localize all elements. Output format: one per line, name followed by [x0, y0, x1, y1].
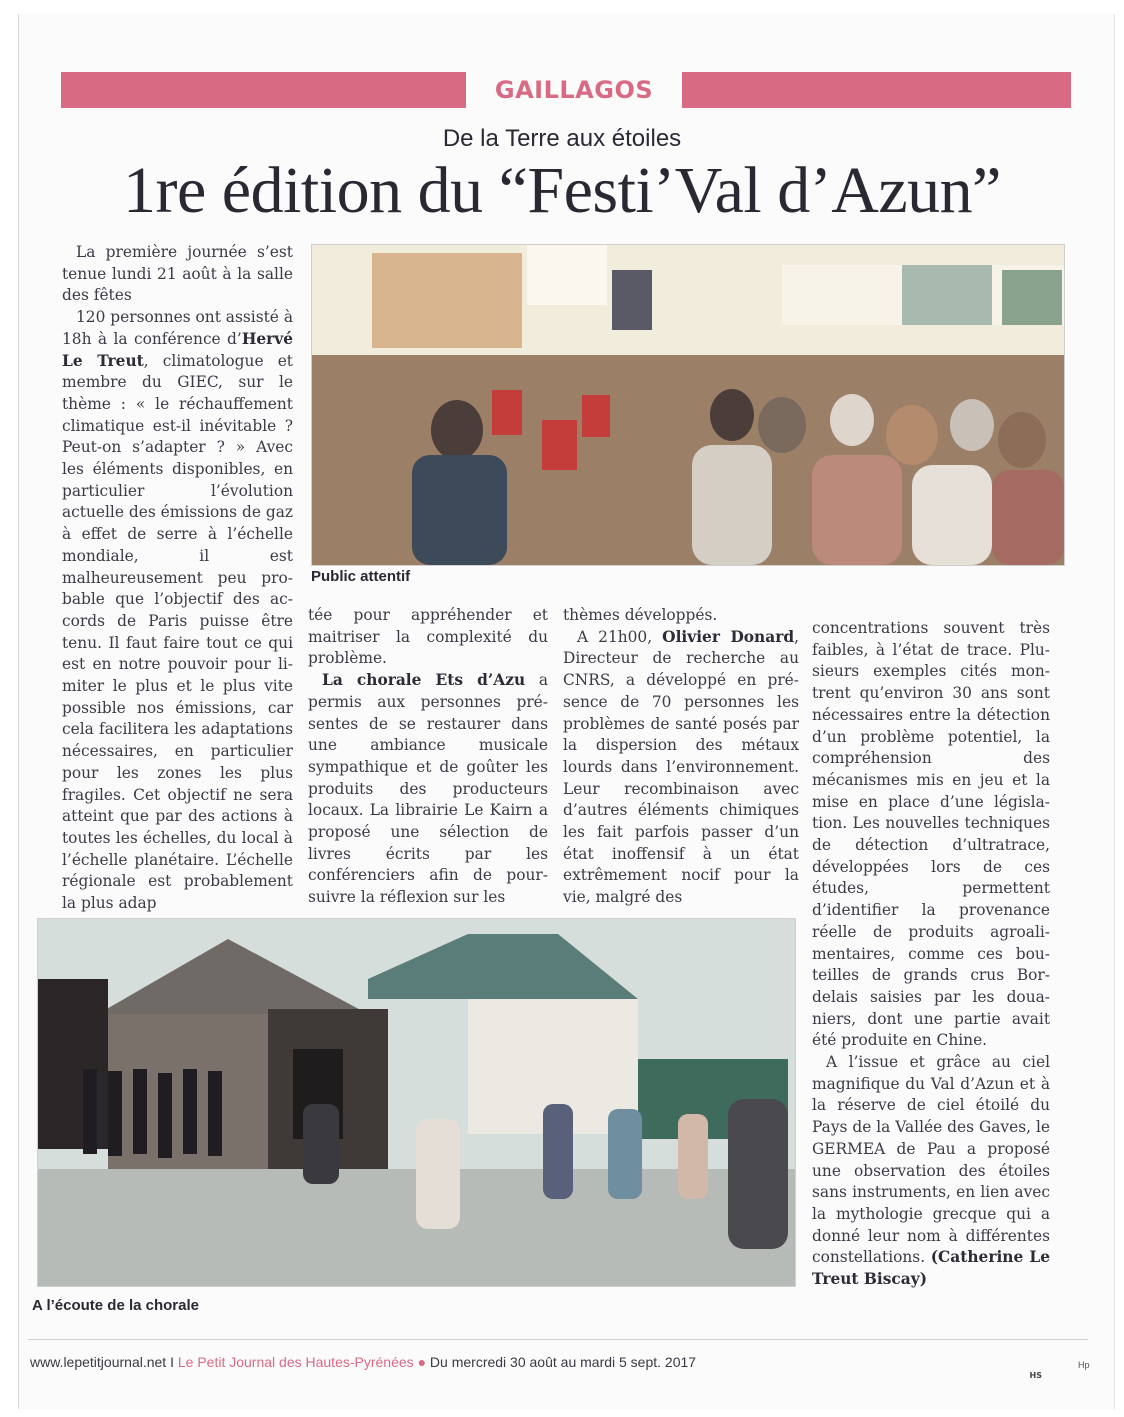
article-column-2	[308, 605, 548, 909]
page-footer	[30, 1354, 696, 1370]
photo-choir-image	[38, 919, 795, 1286]
paragraph-5: A l’issue et grâce au ciel magnifique du Val d’Azun et à la réserve de ciel étoilé du Pays de la Vallée des Gaves, le GERMEA de Pau a proposé une observation des étoiles sans instruments, en lien avec la mythologie grecque qui a donné leur nom à différentes constellations. (Catherine Le Treut Biscay)	[812, 1053, 1050, 1289]
researcher-name: Olivier Donard	[662, 627, 795, 646]
paragraph-4: A 21h00, Olivier Donard, Directeur de recherche au CNRS, a développé en présence de 70 personnes les problèmes de santé posés par la dispersion des métaux lourds dans l’environnement. Leur recombinaison avec d’autres éléments chimiques les fait parfois passer d’un état inoffensif à un état extrêmement nocif pour la vie, malgré des	[563, 627, 799, 907]
choir-name: La chorale Ets d’Azu	[322, 671, 526, 690]
photo-audience-image	[312, 245, 1064, 565]
footer-dates: Du mercredi 30 août au mardi 5 sept. 2017	[429, 1354, 697, 1370]
paragraph-3: La chorale Ets d’Azu a permis aux personnes présentes de se restaurer dans une ambiance musicale sympathique et de goûter les produits des producteurs locaux. La librairie Le Kairn a proposé une sélection de livres écrits par les conférenciers afin de poursuivre la réflexion sur les	[308, 671, 548, 907]
article-column-4	[812, 618, 1050, 1291]
section-bar-left	[61, 72, 466, 108]
paragraph-3-continued: thèmes développés.	[563, 606, 718, 624]
photo-audience-caption: Public attentif	[311, 568, 411, 585]
paragraph-4-continued: concentrations souvent très faibles, à l’état de trace. Plusieurs exemples cités montrent qu’environ 30 ans sont nécessaires entre la détection d’un problème potentiel, la compréhension des mécanismes mis en jeu et la mise en place d’une législation. Les nouvelles techniques de détection d’ultratrace, développées lors de ces études, permettent d’identifier la provenance réelle de produits agroalimentaires, comme ces bouteilles de grands crus Bordelais saisies par les douaniers, dont une partie avait été produite en Chine.	[812, 619, 1050, 1050]
section-label: GAILLAGOS	[494, 76, 654, 104]
footer-corner-mark: Hp	[1078, 1360, 1090, 1370]
footer-bullet: ●	[417, 1354, 427, 1370]
paragraph-2: 120 personnes ont assisté à 18h à la conférence d’Hervé Le Treut, climatologue et membre du GIEC, sur le thème : « le réchauffement climatique est-il inévitable ? Peut-on s’adapter ? » Avec les éléments disponibles, en particulier l’évolution actuelle des émissions de gaz à effet de serre à l’échelle mondiale, il est malheureusement peu probable que l’objectif des accords de Paris puisse être tenu. Il faut faire tout ce qui est en notre pouvoir pour limiter le plus et le plus vite possible nos émissions, car cela facilitera les adaptations nécessaires, en particulier pour les zones les plus fragiles. Cet objectif ne sera atteint que par des actions à toutes les échelles, du local à l’échelle planétaire. L’échelle régionale est probablement la plus adap	[62, 308, 293, 913]
footer-separator: I	[170, 1354, 174, 1370]
kicker: De la Terre aux étoiles	[442, 125, 682, 152]
article-column-3	[563, 605, 799, 909]
paragraph-1: La première journée s’est tenue lundi 21 août à la salle des fêtes	[62, 243, 293, 305]
footer-site: www.lepetitjournal.net	[30, 1354, 167, 1370]
article-column-1	[62, 242, 293, 915]
speaker-name: Hervé Le Treut	[62, 329, 293, 370]
headline: 1re édition du “Festi’Val d’Azun”	[123, 154, 1001, 227]
author-credit: (Catherine Le Treut Biscay)	[812, 1248, 1050, 1289]
photo-audience	[311, 244, 1065, 566]
photo-choir-caption: A l’écoute de la chorale	[32, 1297, 199, 1314]
footer-rule	[28, 1339, 1088, 1340]
footer-paper-name: Le Petit Journal des Hautes-Pyrénées	[177, 1354, 414, 1370]
photo-choir	[37, 918, 796, 1287]
author-initials: HS	[1029, 1371, 1042, 1380]
section-bar-right	[682, 72, 1071, 108]
paragraph-2-continued: tée pour appréhender et maitriser la complexité du problème.	[308, 606, 548, 668]
